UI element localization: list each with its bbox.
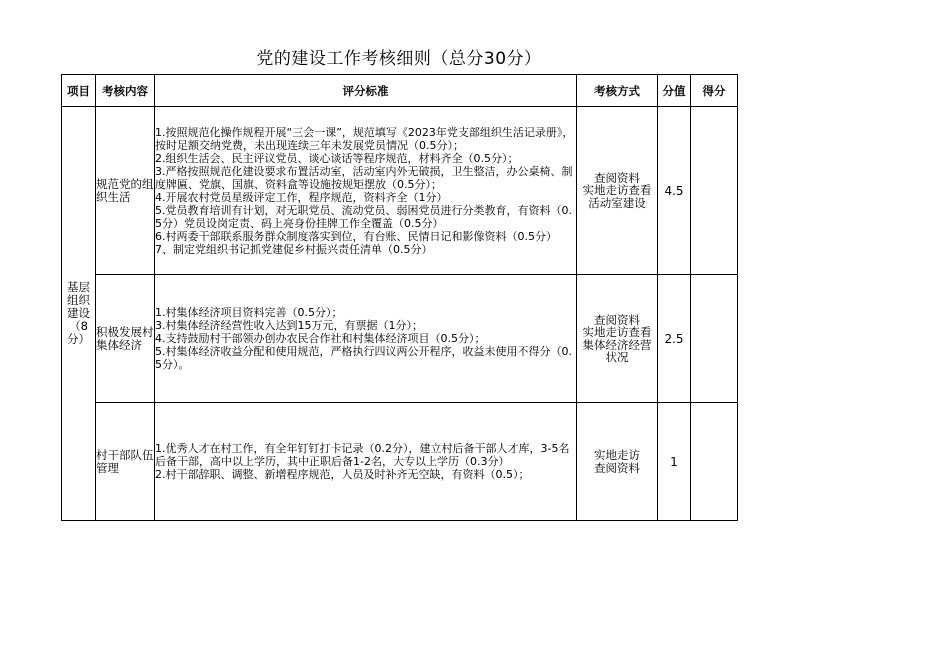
header-content: 考核内容 [96,75,155,107]
method-line: 实地走访 [594,448,640,462]
score-cell: 1 [658,403,691,521]
method-line: 查阅资料 [594,460,640,475]
method-line: 实地走访查看 [582,183,652,198]
got-score-cell[interactable] [691,275,738,403]
criteria-cell [155,275,577,403]
header-score: 分值 [658,75,691,107]
method-cell [577,107,658,275]
assessment-table [61,74,738,521]
criteria-item: 1.按照规范化操作规程开展“三会一课”，规范填写《2023年党支部组织生活记录册》，按时足额交纳党费，未出现连续三年未发展党员情况（0.5分）； [155,125,574,152]
header-project: 项目 [62,75,96,107]
method-cell [577,403,658,521]
criteria-item: 6.村两委干部联系服务群众制度落实到位，有台账、民情日记和影像资料（0.5分） [155,229,557,243]
criteria-item: 1.村集体经济项目资料完善（0.5分）； [155,306,343,319]
criteria-item: 3.村集体经济经营性收入达到15万元，有票据（1分）； [155,319,423,332]
table-header-row [62,75,738,107]
score-cell: 4.5 [658,107,691,275]
method-line: 实地走访查看 [582,325,652,339]
table-row [62,403,738,521]
criteria-item: 1.优秀人才在村工作，有全年钉钉打卡记录（0.2分），建立村后备干部人才库，3-5名后备干部，高中以上学历，其中正职后备1-2名，大专以上学历（0.3分） [155,442,570,468]
method-line: 查阅资料 [594,170,640,185]
content-cell: 村干部队伍管理 [96,403,155,521]
table-row [62,107,738,275]
criteria-item: 2.组织生活会、民主评议党员、谈心谈话等程序规范，材料齐全（0.5分）； [155,151,519,165]
header-method: 考核方式 [577,75,658,107]
got-score-cell[interactable] [691,403,738,521]
page-title: 党的建设工作考核细则（总分30分） [256,49,542,69]
criteria-item: 5.党员教育培训有计划，对无职党员、流动党员、弱困党员进行分类教育，有资料（0.5分）党员设岗定责、码上亮身份挂牌工作全覆盖（0.5分） [155,203,572,230]
criteria-item: 5.村集体经济收益分配和使用规范，严格执行四议两公开程序，收益未使用不得分（0.5分）。 [155,345,572,371]
criteria-item: 4.支持鼓励村干部领办创办农民合作社和村集体经济项目（0.5分）； [155,332,486,345]
method-line: 查阅资料 [594,312,640,327]
content-cell: 规范党的组织生活 [96,107,155,275]
method-line: 集体经济经营 [582,337,652,352]
criteria-item: 3.严格按照规范化建设要求布置活动室，活动室内外无破损，卫生整洁，办公桌椅、制度牌匾、党旗、国旗、资料盒等设施按规矩摆放（0.5分）； [155,164,573,191]
project-cell: 基层组织建设（8分） [62,107,96,521]
criteria-item: 2.村干部辞职、调整、新增程序规范，人员及时补齐无空缺，有资料（0.5）； [155,468,530,481]
criteria-cell [155,403,577,521]
method-cell [577,275,658,403]
score-cell: 2.5 [658,275,691,403]
got-score-cell[interactable] [691,107,738,275]
method-line: 状况 [605,350,629,364]
header-criteria: 评分标准 [155,75,577,107]
criteria-cell [155,107,577,275]
header-got: 得分 [691,75,738,107]
content-cell: 积极发展村集体经济 [96,275,155,403]
table-row [62,275,738,403]
criteria-item: 4.开展农村党员星级评定工作，程序规范，资料齐全（1分） [155,190,448,204]
criteria-item: 7、制定党组织书记抓党建促乡村振兴责任清单（0.5分） [155,242,433,256]
method-line: 活动室建设 [588,195,646,210]
